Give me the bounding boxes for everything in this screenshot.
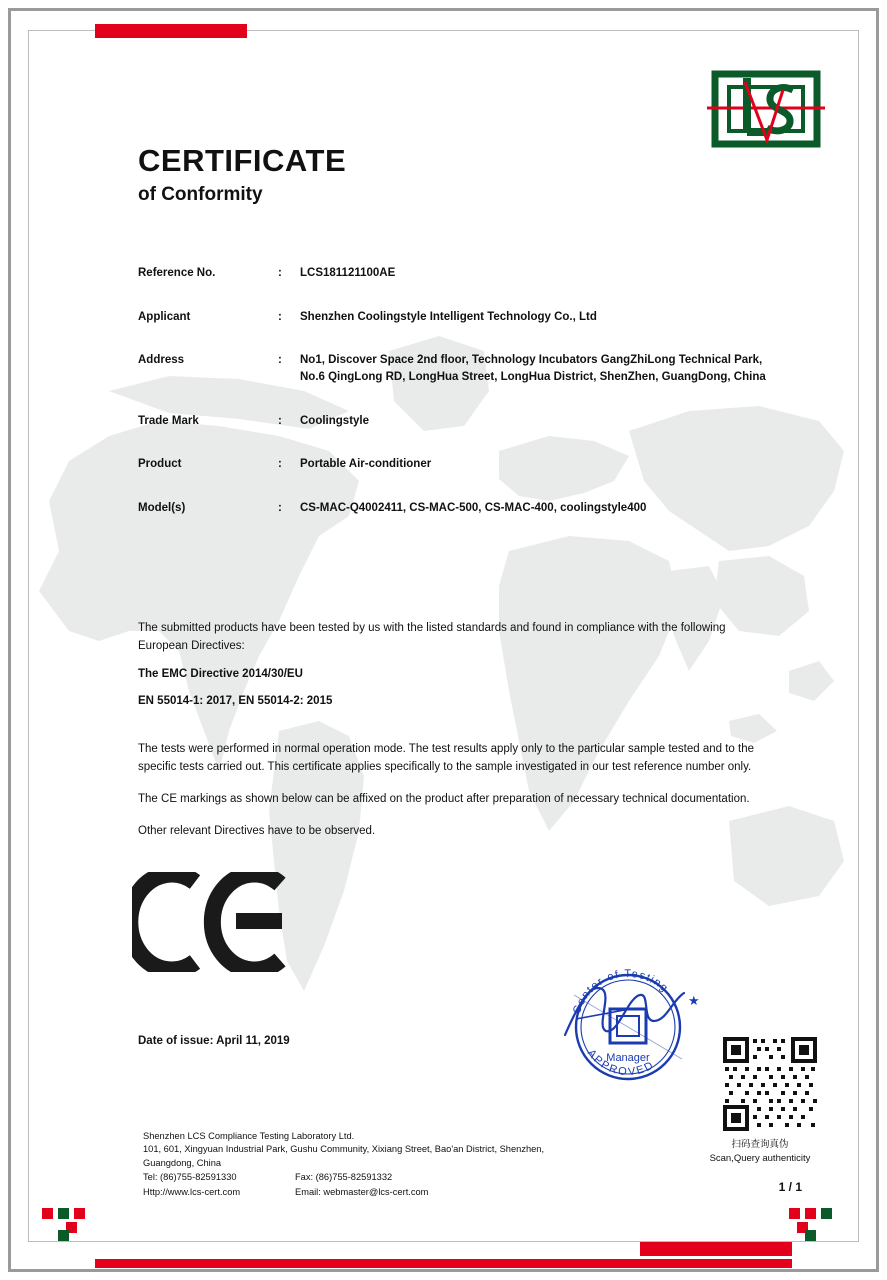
decorative-red-bar-bottom [640, 1242, 792, 1256]
field-value-applicant: Shenzhen Coolingstyle Intelligent Technology Co., Ltd [300, 310, 597, 323]
qr-code [721, 1035, 819, 1133]
approval-stamp [560, 965, 720, 1090]
footer-contact-row-2 [143, 1186, 663, 1199]
paragraph-standards: EN 55014-1: 2017, EN 55014-2: 2015 [138, 695, 333, 708]
paragraph-other-note: Other relevant Directives have to be observed. [138, 824, 376, 837]
qr-caption-cn: 扫码查询真伪 [731, 1139, 789, 1150]
field-value-product: Portable Air-conditioner [300, 458, 432, 471]
field-row [138, 352, 778, 385]
field-label: Product [138, 458, 182, 471]
svg-text:★: ★ [688, 993, 700, 1008]
field-row [138, 456, 778, 473]
footer-address-line2: Guangdong, China [143, 1157, 222, 1168]
paragraph-intro: The submitted products have been tested by us with the listed standards and found in compliance with the following European Directives: [138, 622, 726, 652]
field-row [138, 500, 778, 517]
date-of-issue: Date of issue: April 11, 2019 [138, 1035, 290, 1047]
page-title: CERTIFICATE [138, 143, 347, 178]
footer-address-line1: 101, 601, Xingyuan Industrial Park, Gushu Community, Xixiang Street, Bao'an District, Shenzhen, [143, 1144, 545, 1155]
paragraph-tests-note: The tests were performed in normal operation mode. The test results apply only to the particular sample tested and to the specific tests carried out. This certificate applies specifically to the sample investigated in our test reference number only. [138, 743, 755, 774]
field-row [138, 309, 778, 326]
field-label: Trade Mark [138, 414, 199, 427]
field-value-address: No1, Discover Space 2nd floor, Technology Incubators GangZhiLong Technical Park, No.6 QingLong RD, LongHua Street, LongHua District, ShenZhen, GuangDong, China [300, 354, 766, 384]
field-row [138, 413, 778, 430]
field-label: Model(s) [138, 502, 186, 515]
stamp-outer-top-text: Center of Testing [570, 968, 671, 1016]
field-colon: : [278, 502, 282, 515]
field-label: Address [138, 354, 185, 367]
lcs-logo [707, 70, 825, 150]
field-value-trade-mark: Coolingstyle [300, 414, 370, 427]
decorative-dots-bottom-right [789, 1208, 845, 1242]
page-subtitle: of Conformity [138, 183, 263, 205]
decorative-dots-bottom-left [42, 1208, 98, 1242]
footer-website[interactable]: Http://www.lcs-cert.com [143, 1186, 241, 1197]
footer-fax: Fax: (86)755-82591332 [295, 1172, 393, 1183]
field-value-models: CS-MAC-Q4002411, CS-MAC-500, CS-MAC-400, coolingstyle400 [300, 502, 647, 515]
qr-caption [695, 1138, 825, 1167]
footer-tel: Tel: (86)755-82591330 [143, 1172, 237, 1183]
paragraph-directive: The EMC Directive 2014/30/EU [138, 667, 303, 680]
page-number: 1 / 1 [778, 1180, 802, 1194]
decorative-red-bar-top [95, 24, 247, 38]
paragraph-ce-note: The CE markings as shown below can be affixed on the product after preparation of necessary technical documentation. [138, 792, 750, 805]
field-colon: : [278, 310, 282, 323]
field-colon: : [278, 458, 282, 471]
qr-caption-en: Scan,Query authenticity [709, 1153, 811, 1165]
footer-contact-row-1 [143, 1171, 663, 1184]
field-label: Reference No. [138, 267, 216, 279]
field-label: Applicant [138, 310, 191, 323]
title-block [138, 145, 346, 206]
footer [143, 1130, 663, 1199]
spacer [138, 725, 778, 741]
field-colon: : [278, 267, 282, 279]
field-row [138, 265, 778, 282]
stamp-inner-text: Manager [606, 1052, 650, 1064]
field-value-reference-no: LCS181121100AE [300, 267, 396, 279]
body-text [138, 620, 778, 855]
certificate-fields [138, 265, 778, 544]
ce-marking-icon [132, 872, 292, 972]
field-colon: : [278, 354, 282, 367]
field-colon: : [278, 414, 282, 427]
decorative-red-bar-bottom-long [95, 1259, 792, 1268]
stamp-outer-bottom-text: APPROVED [584, 1047, 657, 1079]
footer-company: Shenzhen LCS Compliance Testing Laboratory Ltd. [143, 1131, 355, 1141]
footer-email[interactable]: Email: webmaster@lcs-cert.com [295, 1186, 429, 1197]
